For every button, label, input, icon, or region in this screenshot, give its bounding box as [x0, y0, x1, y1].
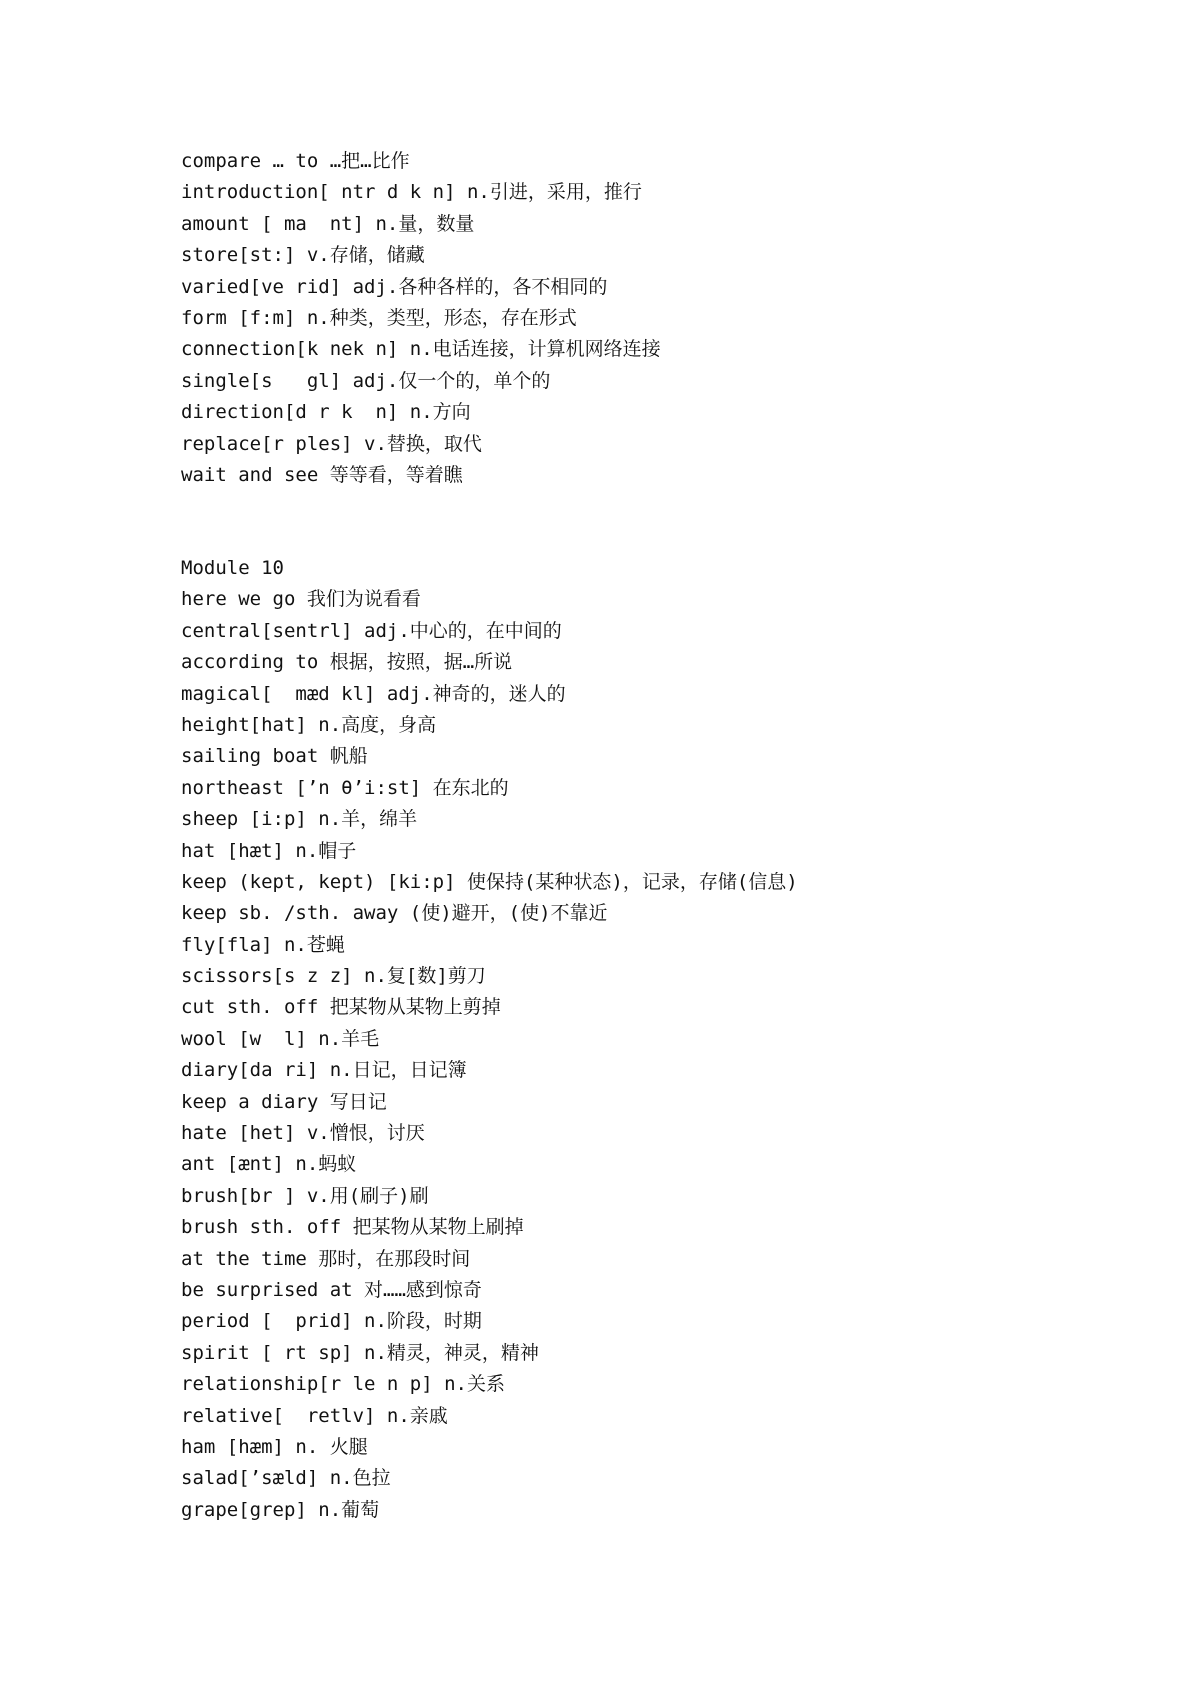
- vocab-entry: introduction[ ntr d k n] n.引进，采用，推行: [181, 181, 642, 204]
- vocab-entry: scissors[s z z] n.复[数]剪刀: [181, 965, 486, 988]
- vocab-entry: store[st:] v.存储，储藏: [181, 244, 425, 267]
- vocab-entry: direction[d r k n] n.方向: [181, 401, 471, 424]
- vocab-entry: magical[ mæd kl] adj.神奇的，迷人的: [181, 682, 566, 705]
- vocab-entry: brush[br ] v.用(刷子)刷: [181, 1184, 429, 1207]
- vocab-entry: salad[’sæld] n.色拉: [181, 1467, 391, 1490]
- vocab-entry: replace[r ples] v.替换，取代: [181, 432, 482, 455]
- vocab-entry: keep a diary 写日记: [181, 1090, 387, 1113]
- vocab-entry: relative[ retlv] n.亲戚: [181, 1404, 448, 1427]
- vocab-entry: here we go 我们为说看看: [181, 588, 421, 611]
- vocab-entry: according to 根据，按照，据…所说: [181, 651, 513, 674]
- vocab-entry: keep sb. /sth. away (使)避开，(使)不靠近: [181, 902, 608, 925]
- vocab-entry: wool [w l] n.羊毛: [181, 1027, 380, 1050]
- vocab-entry: hate [het] v.憎恨，讨厌: [181, 1122, 425, 1145]
- vocab-entry: connection[k nek n] n.电话连接，计算机网络连接: [181, 338, 661, 361]
- vocab-entry: compare … to …把…比作: [181, 150, 410, 172]
- vocab-entry: northeast [’n θ’i:st] 在东北的: [181, 776, 509, 799]
- vocab-entry: single[s gl] adj.仅一个的，单个的: [181, 369, 551, 392]
- vocab-entry: cut sth. off 把某物从某物上剪掉: [181, 996, 501, 1019]
- vocab-entry: diary[da ri] n.日记，日记簿: [181, 1059, 467, 1082]
- vocab-entry: period [ prid] n.阶段，时期: [181, 1310, 482, 1333]
- vocab-entry: sailing boat 帆船: [181, 745, 368, 768]
- module-heading: Module 10: [181, 557, 284, 579]
- vocab-entry: height[hat] n.高度，身高: [181, 713, 437, 736]
- vocab-entry: relationship[r le n p] n.关系: [181, 1373, 505, 1396]
- vocab-entry: ant [ænt] n.蚂蚁: [181, 1153, 357, 1176]
- vocabulary-list-2: [181, 553, 798, 1526]
- vocab-entry: wait and see 等等看，等着瞧: [181, 463, 463, 486]
- vocab-entry: fly[fla] n.苍蝇: [181, 933, 345, 956]
- vocab-entry: be surprised at 对……感到惊奇: [181, 1278, 482, 1301]
- vocab-entry: keep (kept, kept) [ki:p] 使保持(某种状态)，记录，存储(信息): [181, 870, 798, 893]
- vocab-entry: grape[grep] n.葡萄: [181, 1498, 380, 1521]
- vocab-entry: amount [ ma nt] n.量，数量: [181, 212, 475, 235]
- vocab-entry: varied[ve rid] adj.各种各样的，各不相同的: [181, 275, 608, 298]
- vocab-entry: sheep [i:p] n.羊，绵羊: [181, 808, 418, 831]
- vocab-entry: at the time 那时，在那段时间: [181, 1247, 471, 1270]
- vocab-entry: brush sth. off 把某物从某物上刷掉: [181, 1216, 524, 1239]
- vocab-entry: spirit [ rt sp] n.精灵，神灵，精神: [181, 1341, 539, 1364]
- vocab-entry: ham [hæm] n. 火腿: [181, 1435, 368, 1458]
- vocab-entry: central[sentrl] adj.中心的，在中间的: [181, 619, 562, 642]
- vocab-entry: hat [hæt] n.帽子: [181, 839, 357, 862]
- vocab-entry: form [f:m] n.种类，类型，形态，存在形式: [181, 306, 577, 329]
- vocabulary-list-1: [181, 146, 661, 491]
